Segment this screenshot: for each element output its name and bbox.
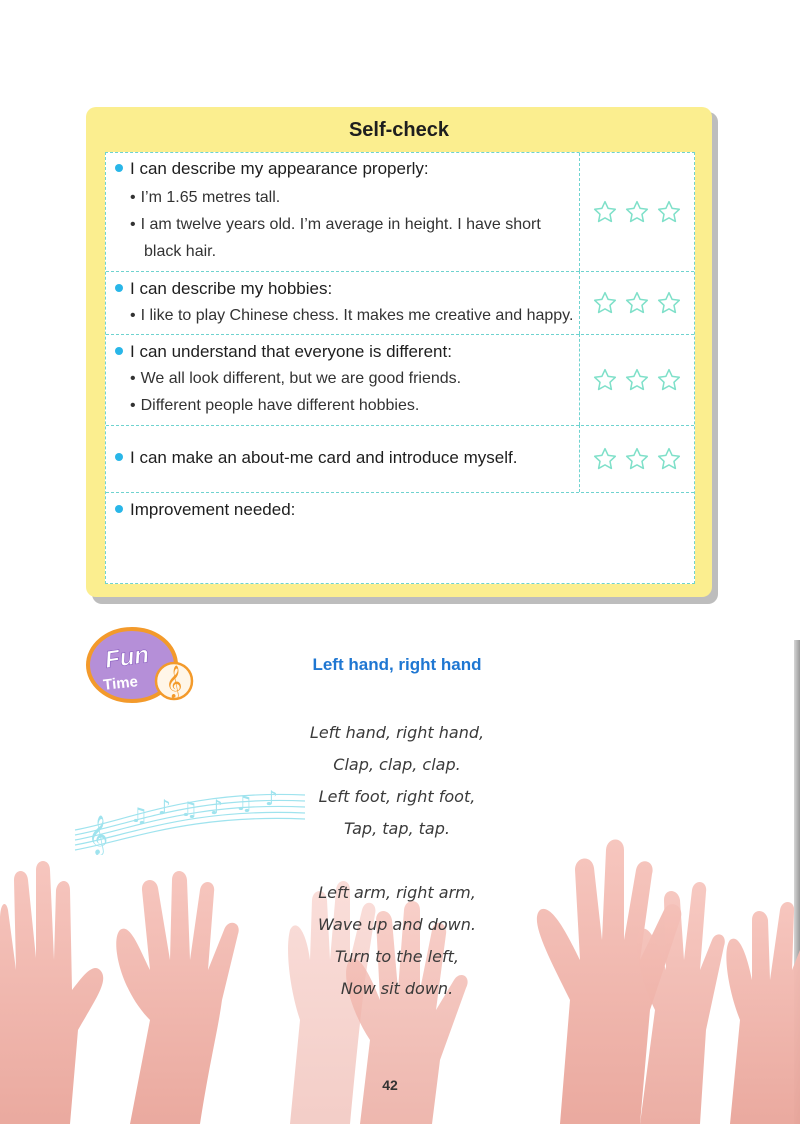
self-check-title: Self-check [348, 119, 450, 141]
bullet-dot-icon [115, 164, 123, 172]
star-icon[interactable] [592, 199, 618, 225]
bullet-dot-icon [115, 453, 123, 461]
svg-text:♪: ♪ [210, 795, 223, 819]
svg-text:♫: ♫ [130, 803, 148, 827]
lyric-line: Clap, clap, clap. [333, 755, 461, 774]
star-rating [579, 425, 694, 492]
page-number: 42 [382, 1077, 398, 1093]
lyric-line: Tap, tap, tap. [344, 819, 450, 838]
check-item-detail: • We all look different, but we are good friends. [130, 370, 462, 387]
bullet-dot-icon [115, 505, 123, 513]
svg-text:♫: ♫ [180, 797, 198, 821]
star-icon[interactable] [592, 367, 618, 393]
lyric-line: Turn to the left, [335, 947, 459, 966]
lyric-line: Left arm, right arm, [318, 883, 476, 902]
star-rating [579, 153, 694, 271]
bullet-dot-icon [115, 284, 123, 292]
bullet-dot-icon [115, 347, 123, 355]
check-row-appearance [106, 153, 694, 272]
star-icon[interactable] [656, 199, 682, 225]
check-row-improvement [106, 492, 694, 583]
check-item-main: I can understand that everyone is different: [115, 342, 452, 362]
star-icon[interactable] [656, 367, 682, 393]
svg-text:♪: ♪ [158, 795, 171, 819]
treble-clef-icon: 𝄞 [165, 665, 183, 698]
star-rating [579, 334, 694, 425]
star-icon[interactable] [592, 290, 618, 316]
star-icon[interactable] [656, 446, 682, 472]
check-row-different [106, 334, 694, 426]
check-item-detail: • I like to play Chinese chess. It makes me creative and happy. [130, 307, 574, 324]
star-icon[interactable] [624, 367, 650, 393]
check-item-detail: • I am twelve years old. I’m average in height. I have short [130, 216, 541, 233]
lyric-line: Now sit down. [340, 979, 454, 998]
improvement-label: Improvement needed: [115, 500, 295, 520]
check-item-main: I can describe my hobbies: [115, 279, 332, 299]
star-icon[interactable] [592, 446, 618, 472]
svg-text:♪: ♪ [265, 786, 278, 810]
svg-text:♫: ♫ [235, 791, 253, 815]
self-check-table [105, 152, 695, 584]
check-item-detail: • I’m 1.65 metres tall. [130, 189, 281, 206]
lyric-line: Left hand, right hand, [309, 723, 485, 742]
self-check-card [86, 107, 712, 597]
star-icon[interactable] [624, 446, 650, 472]
check-item-detail-continued: black hair. [144, 243, 217, 260]
badge-word-time: Time [102, 673, 139, 694]
badge-word-fun: Fun [103, 641, 151, 675]
star-icon[interactable] [624, 199, 650, 225]
check-row-hobbies [106, 271, 694, 335]
lyric-line: Wave up and down. [318, 915, 476, 934]
star-icon[interactable] [624, 290, 650, 316]
check-item-detail: • Different people have different hobbies. [130, 397, 420, 414]
star-icon[interactable] [656, 290, 682, 316]
check-item-main: I can describe my appearance properly: [115, 159, 429, 179]
fun-time-badge [86, 625, 198, 707]
svg-text:𝄞: 𝄞 [88, 815, 109, 855]
check-item-main: I can make an about-me card and introduce myself. [115, 448, 517, 468]
star-rating [579, 271, 694, 334]
check-row-about-me [106, 425, 694, 493]
lyric-line: Left foot, right foot, [318, 787, 476, 806]
song-title: Left hand, right hand [312, 655, 482, 674]
